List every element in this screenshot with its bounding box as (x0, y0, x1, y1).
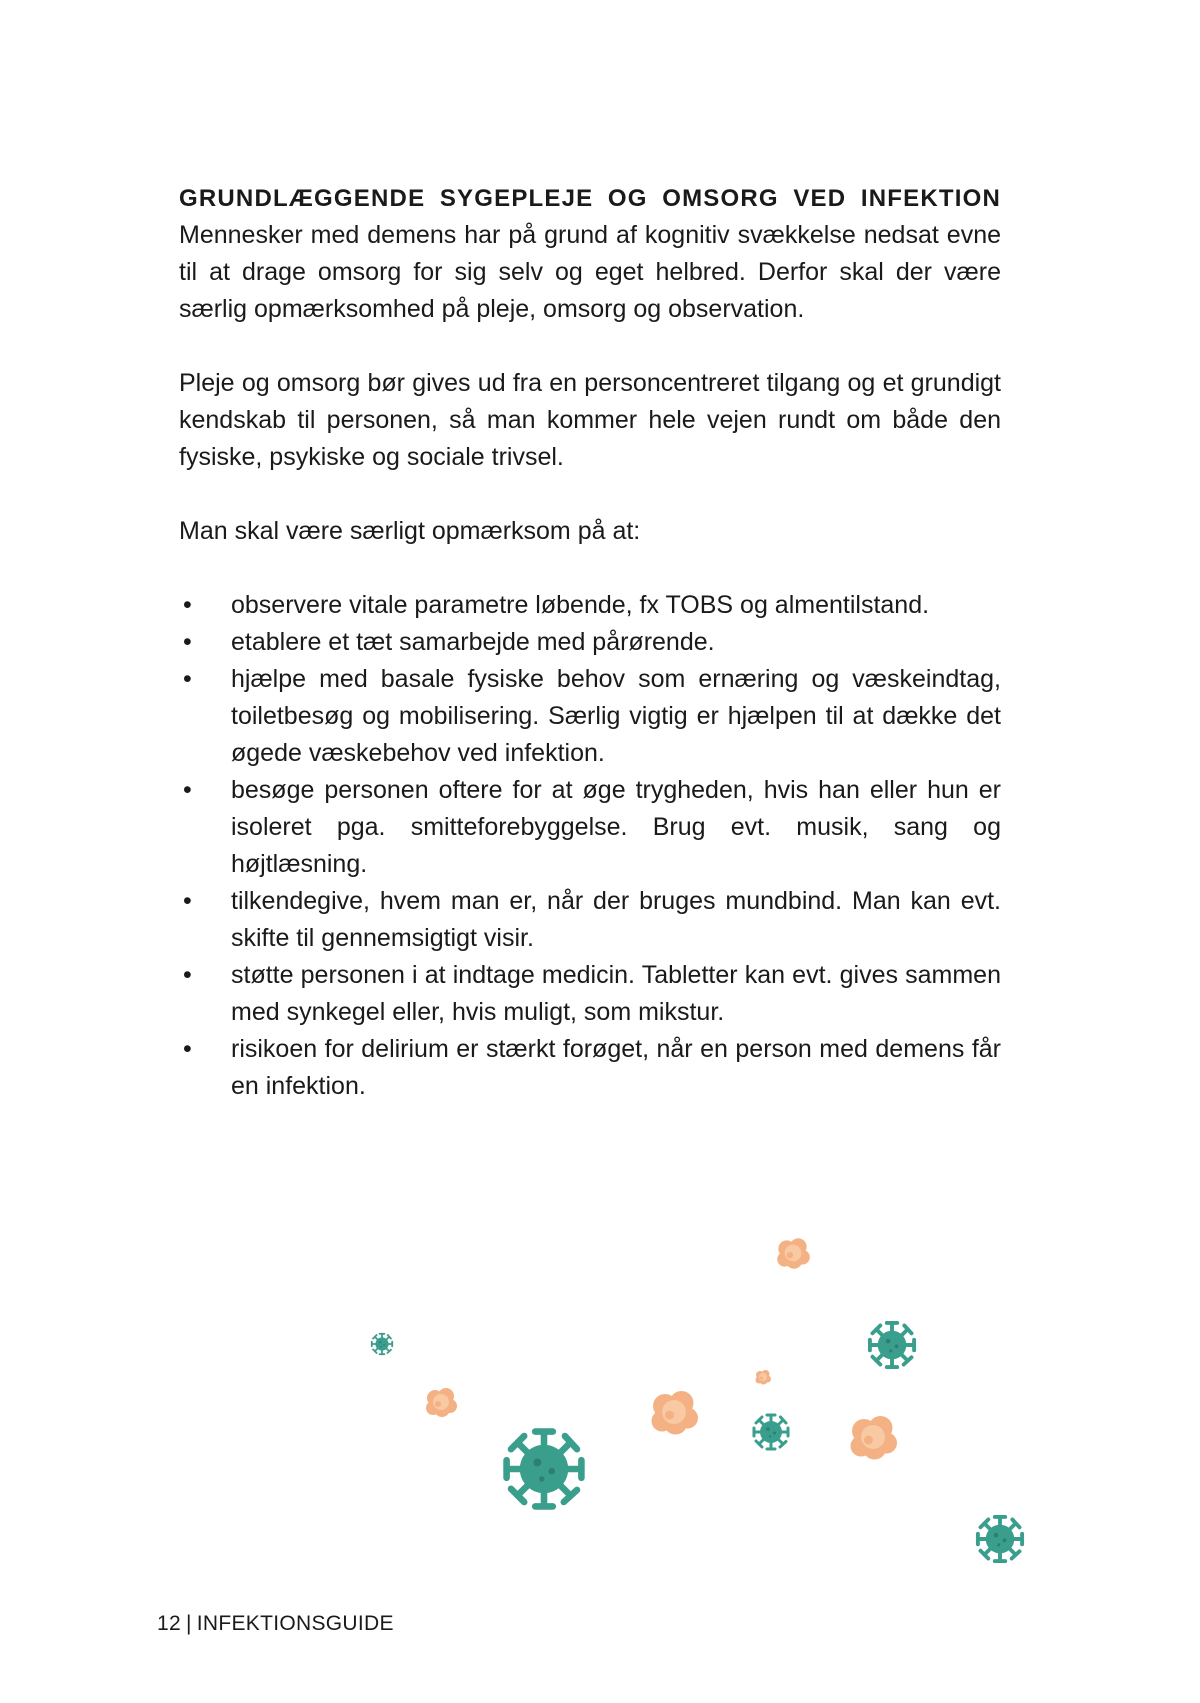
list-intro: Man skal være særligt opmærksom på at: (179, 517, 641, 545)
cloud-icon (777, 1238, 810, 1268)
list-item: • tilkendegive, hvem man er, når der bruges mundbind. Man kan evt. skifte til gennemsigtigt visir. (179, 883, 1001, 957)
guide-name: INFEKTIONSGUIDE (196, 1612, 394, 1635)
virus-icon (507, 1432, 582, 1507)
intro-paragraph: Mennesker med demens har på grund af kognitiv svækkelse nedsat evne til at drage omsorg for sig selv og eget helbred. Derfor skal der være særlig opmærksomhed på pleje, omsorg og observation. (179, 221, 1001, 323)
list-item: • observere vitale parametre løbende, fx TOBS og almentilstand. (179, 587, 1001, 624)
list-item: • risikoen for delirium er stærkt forøget, når en person med demens får en infektion. (179, 1031, 1001, 1105)
cloud-icon (426, 1388, 457, 1417)
bullet-icon: • (183, 776, 192, 804)
virus-icon (978, 1517, 1022, 1561)
care-paragraph: Pleje og omsorg bør gives ud fra en personcentreret tilgang og et grundigt kendskab til personen, så man kommer hele vejen rundt om både den fysiske, psykiske og sociale trivsel. (179, 369, 1001, 471)
attention-list (179, 587, 1001, 1105)
section-heading: GRUNDLÆGGENDE SYGEPLEJE OG OMSORG VED INFEKTION (179, 185, 1001, 212)
list-item: • støtte personen i at indtage medicin. Tabletter kan evt. gives sammen med synkegel eller, hvis muligt, som mikstur. (179, 957, 1001, 1031)
page-number: 12 (157, 1612, 181, 1635)
cloud-icon (851, 1416, 898, 1460)
cloud-icon (652, 1391, 699, 1435)
bullet-icon: • (183, 887, 192, 915)
virus-icon (754, 1415, 788, 1449)
list-item: • etablere et tæt samarbejde med pårørende. (179, 624, 1001, 661)
bullet-icon: • (183, 628, 192, 656)
footer-separator: | (185, 1612, 192, 1635)
virus-icon (870, 1323, 914, 1367)
bullet-icon: • (183, 665, 192, 693)
page-footer (157, 1612, 394, 1636)
bullet-icon: • (183, 1035, 192, 1063)
virus-icon (372, 1334, 392, 1354)
cloud-icon (756, 1370, 772, 1385)
list-item: • besøge personen oftere for at øge trygheden, hvis han eller hun er isoleret pga. smitteforebyggelse. Brug evt. musik, sang og højtlæsning. (179, 772, 1001, 883)
page-content (179, 180, 1001, 1105)
bullet-icon: • (183, 961, 192, 989)
list-item: • hjælpe med basale fysiske behov som ernæring og væskeindtag, toiletbesøg og mobilisering. Særlig vigtig er hjælpen til at dække det øgede væskebehov ved infektion. (179, 661, 1001, 772)
bullet-icon: • (183, 591, 192, 619)
